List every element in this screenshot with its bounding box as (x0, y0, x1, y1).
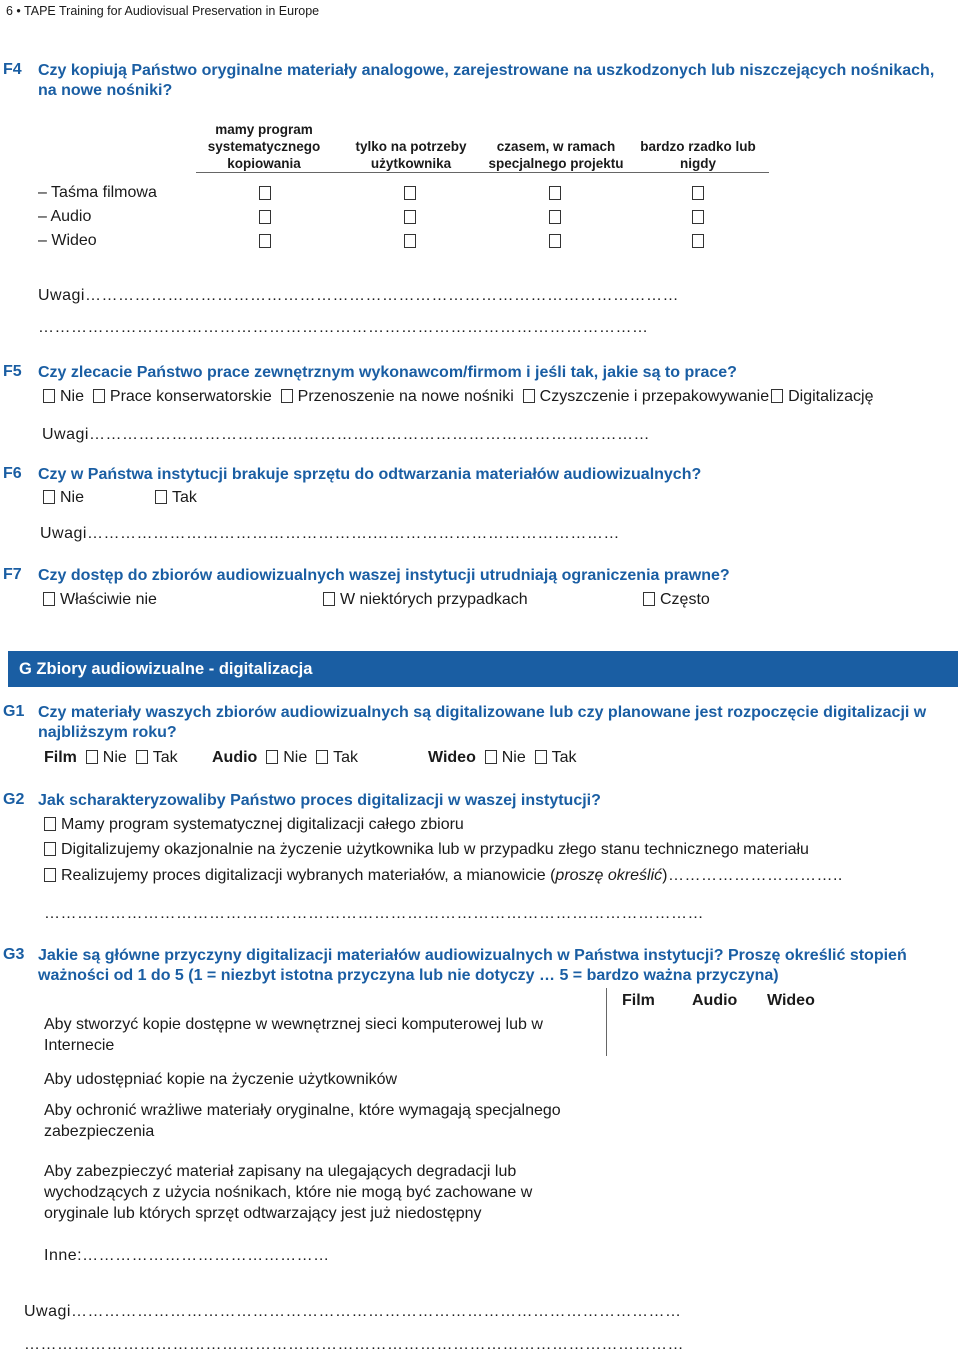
g3-reason-degrading-media: Aby zabezpieczyć materiał zapisany na ulegających degradacji lub wychodzących z użycia nośnikach, które nie mogą być zachowane w oryginale lub których sprzęt odtwarzający jest już niedostępny (44, 1163, 533, 1222)
checkbox-film-rarely[interactable] (692, 186, 704, 200)
g3-reason-internal-network: Aby stworzyć kopie dostępne w wewnętrznej sieci komputerowej lub w Internecie (44, 1016, 543, 1054)
f5-options (43, 388, 873, 406)
g3-column-video: Wideo (767, 992, 815, 1009)
table-divider (606, 988, 607, 1056)
g1-video-label: Wideo (428, 749, 476, 766)
f5-option-transfer[interactable]: Przenoszenie na nowe nośniki (281, 388, 514, 405)
checkbox-video-systematic[interactable] (259, 234, 271, 248)
f6-option-yes[interactable]: Tak (155, 489, 197, 507)
row-label-audio: – Audio (38, 208, 92, 225)
f5-option-digitization[interactable]: Digitalizację (769, 388, 873, 405)
g2-option-occasional[interactable]: Digitalizujemy okazjonalnie na życzenie użytkownika lub w przypadku złego stanu technicznego materiału (44, 841, 809, 859)
g3-column-audio: Audio (692, 992, 738, 1009)
g1-film-label: Film (44, 749, 77, 766)
question-number-g3: G3 (3, 946, 25, 963)
question-f5: Czy zlecacie Państwo prace zewnętrznym wykonawcom/firmom i jeśli tak, jakie są to prace? (38, 364, 737, 381)
checkbox-video-project[interactable] (549, 234, 561, 248)
checkbox-icon[interactable] (266, 750, 278, 764)
checkbox-icon[interactable] (43, 389, 55, 403)
page-header: 6 • TAPE Training for Audiovisual Preservation in Europe (6, 4, 320, 18)
g1-audio-group: Audio Nie Tak (212, 749, 359, 766)
notes-f5[interactable]: Uwagi………………………………………………………………………………………… (42, 426, 650, 443)
g3-reason-protect-originals: Aby ochronić wrażliwe materiały oryginalne, które wymagają specjalnego zabezpieczenia (44, 1102, 561, 1140)
f5-option-conservation[interactable]: Prace konserwatorskie (93, 388, 272, 405)
checkbox-icon[interactable] (86, 750, 98, 764)
f5-option-no[interactable]: Nie (43, 388, 84, 405)
g3-column-film: Film (622, 992, 655, 1009)
checkbox-video-rarely[interactable] (692, 234, 704, 248)
g1-video-group: Wideo Nie Tak (428, 749, 577, 766)
checkbox-icon[interactable] (93, 389, 105, 403)
g2-specify-line2[interactable]: ………………………………………………………………………………………………………… (44, 905, 704, 922)
checkbox-icon[interactable] (155, 490, 167, 504)
checkbox-icon[interactable] (44, 817, 56, 831)
header-divider (196, 172, 769, 173)
row-label-film: – Taśma filmowa (38, 184, 157, 201)
question-g2: Jak scharakteryzowaliby Państwo proces digitalizacji w waszej instytucji? (38, 792, 601, 809)
section-banner-g (8, 651, 958, 687)
checkbox-audio-user[interactable] (404, 210, 416, 224)
f5-option-cleaning[interactable]: Czyszczenie i przepakowywanie (523, 388, 769, 405)
f6-option-no[interactable]: Nie (43, 489, 84, 507)
f7-option-rarely[interactable]: Właściwie nie (43, 591, 157, 609)
question-f4: Czy kopiują Państwo oryginalne materiały analogowe, zarejestrowane na uszkodzonych lub niszczejących nośnikach, na nowe nośniki? (38, 62, 935, 99)
checkbox-icon[interactable] (771, 389, 783, 403)
checkbox-icon[interactable] (43, 592, 55, 606)
g1-audio-label: Audio (212, 749, 258, 766)
column-header-1: mamy program systematycznego kopiowania (207, 122, 321, 171)
checkbox-icon[interactable] (136, 750, 148, 764)
checkbox-film-user[interactable] (404, 186, 416, 200)
checkbox-audio-rarely[interactable] (692, 210, 704, 224)
question-number-g1: G1 (3, 703, 25, 720)
g1-film-group: Film Nie Tak (44, 749, 178, 766)
g3-other[interactable]: Inne:……………………………………… (44, 1247, 330, 1264)
checkbox-film-systematic[interactable] (259, 186, 271, 200)
checkbox-icon[interactable] (535, 750, 547, 764)
question-number-f5: F5 (3, 363, 22, 380)
notes-g3-line2[interactable]: ………………………………………………………………………………………………………… (24, 1336, 684, 1353)
column-header-4: bardzo rzadko lub nigdy (640, 139, 756, 171)
question-f6: Czy w Państwa instytucji brakuje sprzętu do odtwarzania materiałów audiowizualnych? (38, 466, 702, 483)
question-g3: Jakie są główne przyczyny digitalizacji materiałów audiowizualnych w Państwa instytucji? Proszę określić stopień ważności od 1 do 5 (1 = niezbyt istotna przyczyna lub nie dotyczy … 5 = bardzo ważna przyczyna) (38, 947, 907, 984)
question-g1: Czy materiały waszych zbiorów audiowizualnych są digitalizowane lub czy planowane jest rozpoczęcie digitalizacji w najbliższym roku? (38, 704, 927, 741)
column-header-3: czasem, w ramach specjalnego projektu (488, 139, 624, 171)
f7-option-often[interactable]: Często (643, 591, 710, 609)
checkbox-icon[interactable] (316, 750, 328, 764)
question-f7: Czy dostęp do zbiorów audiowizualnych waszej instytucji utrudniają ograniczenia prawne? (38, 567, 730, 584)
question-number-f6: F6 (3, 465, 22, 482)
section-title-g: G Zbiory audiowizualne - digitalizacja (19, 660, 313, 678)
g3-reason-user-request: Aby udostępniać kopie na życzenie użytkowników (44, 1071, 398, 1088)
checkbox-icon[interactable] (44, 842, 56, 856)
question-number-g2: G2 (3, 791, 25, 808)
notes-f4[interactable]: Uwagi……………………………………………………………………………………………… (38, 287, 679, 304)
g2-option-selected[interactable]: Realizujemy proces digitalizacji wybranych materiałów, a mianowicie (proszę określić)………………………….. (44, 867, 956, 885)
row-label-video: – Wideo (38, 232, 97, 249)
checkbox-icon[interactable] (323, 592, 335, 606)
notes-f6[interactable]: Uwagi…………………………………………….……………………………………… (40, 525, 620, 542)
question-number-f4: F4 (3, 61, 22, 78)
checkbox-icon[interactable] (643, 592, 655, 606)
g2-option-systematic[interactable]: Mamy program systematycznej digitalizacji całego zbioru (44, 816, 464, 834)
f7-option-sometimes[interactable]: W niektórych przypadkach (323, 591, 528, 609)
checkbox-icon[interactable] (43, 490, 55, 504)
checkbox-film-project[interactable] (549, 186, 561, 200)
notes-g3[interactable]: Uwagi………………………………………………………………………………………………… (24, 1303, 682, 1320)
notes-f4-line2[interactable]: ………………………………………………………………………………………………… (38, 319, 649, 336)
checkbox-icon[interactable] (44, 868, 56, 882)
checkbox-video-user[interactable] (404, 234, 416, 248)
checkbox-icon[interactable] (281, 389, 293, 403)
checkbox-audio-project[interactable] (549, 210, 561, 224)
column-header-2: tylko na potrzeby użytkownika (355, 139, 467, 171)
checkbox-icon[interactable] (523, 389, 535, 403)
checkbox-icon[interactable] (485, 750, 497, 764)
checkbox-audio-systematic[interactable] (259, 210, 271, 224)
question-number-f7: F7 (3, 566, 22, 583)
